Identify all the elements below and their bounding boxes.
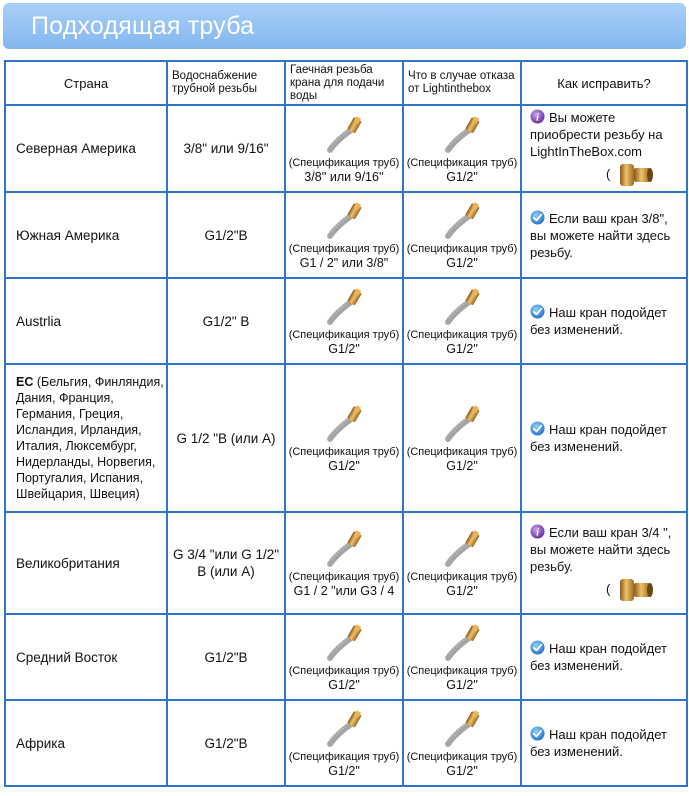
supply-cell: 3/8" или 9/16" xyxy=(167,105,285,192)
check-badge-icon xyxy=(530,421,545,436)
faucet-value: 3/8'' или 9/16'' xyxy=(304,169,384,184)
svg-text:i: i xyxy=(536,112,539,124)
brass-fitting-icon[interactable] xyxy=(614,577,658,603)
check-badge-icon xyxy=(530,726,545,741)
spec-label: (Спецификация труб) xyxy=(406,329,518,341)
header-fix: Как исправить? xyxy=(521,61,687,105)
info-badge-icon xyxy=(530,524,545,539)
header-country: Страна xyxy=(5,61,167,105)
spec-label: (Спецификация труб) xyxy=(406,751,518,763)
fallback-cell xyxy=(403,700,521,786)
braided-hose-icon xyxy=(442,114,482,154)
supply-cell: G1/2"B xyxy=(167,614,285,700)
braided-hose-icon xyxy=(442,200,482,240)
country-cell: Южная Америка xyxy=(5,192,167,278)
fallback-value: G1/2" xyxy=(446,169,478,184)
spec-label: (Спецификация труб) xyxy=(288,243,400,255)
fix-cell xyxy=(521,278,687,364)
fix-text: Наш кран подойдет без изменений. xyxy=(530,305,667,337)
supply-cell: G1/2" B xyxy=(167,278,285,364)
fitting-paren: ( xyxy=(606,580,611,596)
page-title: Подходящая труба xyxy=(31,12,255,40)
faucet-value: G1/2" xyxy=(328,764,360,778)
check-badge-icon xyxy=(530,210,545,225)
braided-hose-icon xyxy=(442,622,482,662)
country-cell: Великобритания xyxy=(5,512,167,614)
fix-text: Наш кран подойдет без изменений. xyxy=(530,727,667,759)
faucet-cell xyxy=(285,700,403,786)
header-faucet: Гаечная резьба крана для подачи воды xyxy=(285,61,403,105)
faucet-cell xyxy=(285,512,403,614)
spec-label: (Спецификация труб) xyxy=(406,243,518,255)
fallback-cell xyxy=(403,364,521,512)
supply-cell: G1/2"B xyxy=(167,700,285,786)
fallback-cell xyxy=(403,105,521,192)
spec-label: (Спецификация труб) xyxy=(288,665,400,677)
check-badge-icon xyxy=(530,640,545,655)
table-row xyxy=(5,278,687,364)
fix-text: Если ваш кран 3/4 ", вы можете найти здесь резьбу. xyxy=(530,524,672,574)
faucet-cell xyxy=(285,364,403,512)
faucet-cell xyxy=(285,278,403,364)
brass-fitting-icon[interactable] xyxy=(614,162,658,188)
fallback-value: G1/2" xyxy=(446,342,478,356)
header-row xyxy=(5,61,687,105)
fitting-line xyxy=(530,162,682,188)
country-cell: Средний Восток xyxy=(5,614,167,700)
header-supply: Водоснабжение трубной резьбы xyxy=(167,61,285,105)
braided-hose-icon xyxy=(442,286,482,326)
country-cell: Африка xyxy=(5,700,167,786)
braided-hose-icon xyxy=(324,622,364,662)
fallback-value: G1/2" xyxy=(446,764,478,778)
spec-label: (Спецификация труб) xyxy=(288,446,400,458)
fallback-cell xyxy=(403,192,521,278)
table-row xyxy=(5,700,687,786)
faucet-value: G1 / 2" или 3/8" xyxy=(299,256,389,270)
check-badge-icon xyxy=(530,304,545,319)
braided-hose-icon xyxy=(324,528,364,568)
table-row xyxy=(5,364,687,512)
braided-hose-icon xyxy=(324,200,364,240)
spec-label: (Спецификация труб) xyxy=(406,446,518,458)
faucet-cell xyxy=(285,614,403,700)
braided-hose-icon xyxy=(324,114,364,154)
faucet-value: G1/2" xyxy=(328,459,360,473)
fix-cell xyxy=(521,105,687,192)
country-cell xyxy=(5,364,167,512)
spec-label: (Спецификация труб) xyxy=(288,751,400,763)
fix-text: Вы можете приобрести резьбу на LightInTheBox.com xyxy=(530,110,663,159)
fix-text: Если ваш кран 3/8", вы можете найти здесь резьбу. xyxy=(530,210,671,260)
faucet-cell xyxy=(285,192,403,278)
table-row xyxy=(5,512,687,614)
country-list: (Бельгия, Финляндия, Дания, Франция, Германия, Греция, Исландия, Ирландия, Италия, Люксембург, Нидерланды, Норвегия, Португалия, Испания, Швейцария, Швеция) xyxy=(16,375,164,501)
fallback-cell xyxy=(403,512,521,614)
fitting-paren: ( xyxy=(606,166,611,182)
fix-text: Наш кран подойдет без изменений. xyxy=(530,422,667,454)
braided-hose-icon xyxy=(442,403,482,443)
spec-label: (Спецификация труб) xyxy=(406,665,518,677)
table-row xyxy=(5,192,687,278)
title-bar xyxy=(3,3,686,49)
braided-hose-icon xyxy=(442,708,482,748)
fallback-cell xyxy=(403,278,521,364)
faucet-cell xyxy=(285,105,403,192)
braided-hose-icon xyxy=(324,286,364,326)
fallback-value: G1/2" xyxy=(446,584,478,598)
header-fallback: Что в случае отказа от Lightinthebox xyxy=(403,61,521,105)
spec-label: (Спецификация труб) xyxy=(406,156,518,169)
faucet-value: G1/2" xyxy=(328,342,360,356)
country-bold: ЕС xyxy=(16,375,34,389)
spec-label: (Спецификация труб) xyxy=(288,571,400,583)
spec-label: (Спецификация труб) xyxy=(288,156,400,169)
braided-hose-icon xyxy=(324,708,364,748)
faucet-value: G1 / 2 "или G3 / 4 xyxy=(293,584,395,598)
braided-hose-icon xyxy=(324,403,364,443)
supply-cell: G1/2"B xyxy=(167,192,285,278)
svg-text:i: i xyxy=(536,527,539,539)
fix-cell xyxy=(521,512,687,614)
table-row xyxy=(5,105,687,192)
fix-cell xyxy=(521,614,687,700)
country-cell: Северная Америка xyxy=(5,105,167,192)
spec-label: (Спецификация труб) xyxy=(288,329,400,341)
fallback-value: G1/2" xyxy=(446,256,478,270)
fix-cell xyxy=(521,700,687,786)
fix-text: Наш кран подойдет без изменений. xyxy=(530,641,667,673)
spec-label: (Спецификация труб) xyxy=(406,571,518,583)
fitting-line xyxy=(530,577,682,603)
table-row xyxy=(5,614,687,700)
fix-cell xyxy=(521,192,687,278)
supply-cell: G 1/2 "B (или A) xyxy=(167,364,285,512)
fallback-value: G1/2" xyxy=(446,459,478,473)
braided-hose-icon xyxy=(442,528,482,568)
fix-cell xyxy=(521,364,687,512)
compatibility-table xyxy=(4,60,688,787)
fallback-cell xyxy=(403,614,521,700)
country-cell: Austrlia xyxy=(5,278,167,364)
info-badge-icon xyxy=(530,109,545,124)
fallback-value: G1/2" xyxy=(446,678,478,692)
faucet-value: G1/2" xyxy=(328,678,360,692)
supply-cell: G 3/4 "или G 1/2" B (или A) xyxy=(167,512,285,614)
